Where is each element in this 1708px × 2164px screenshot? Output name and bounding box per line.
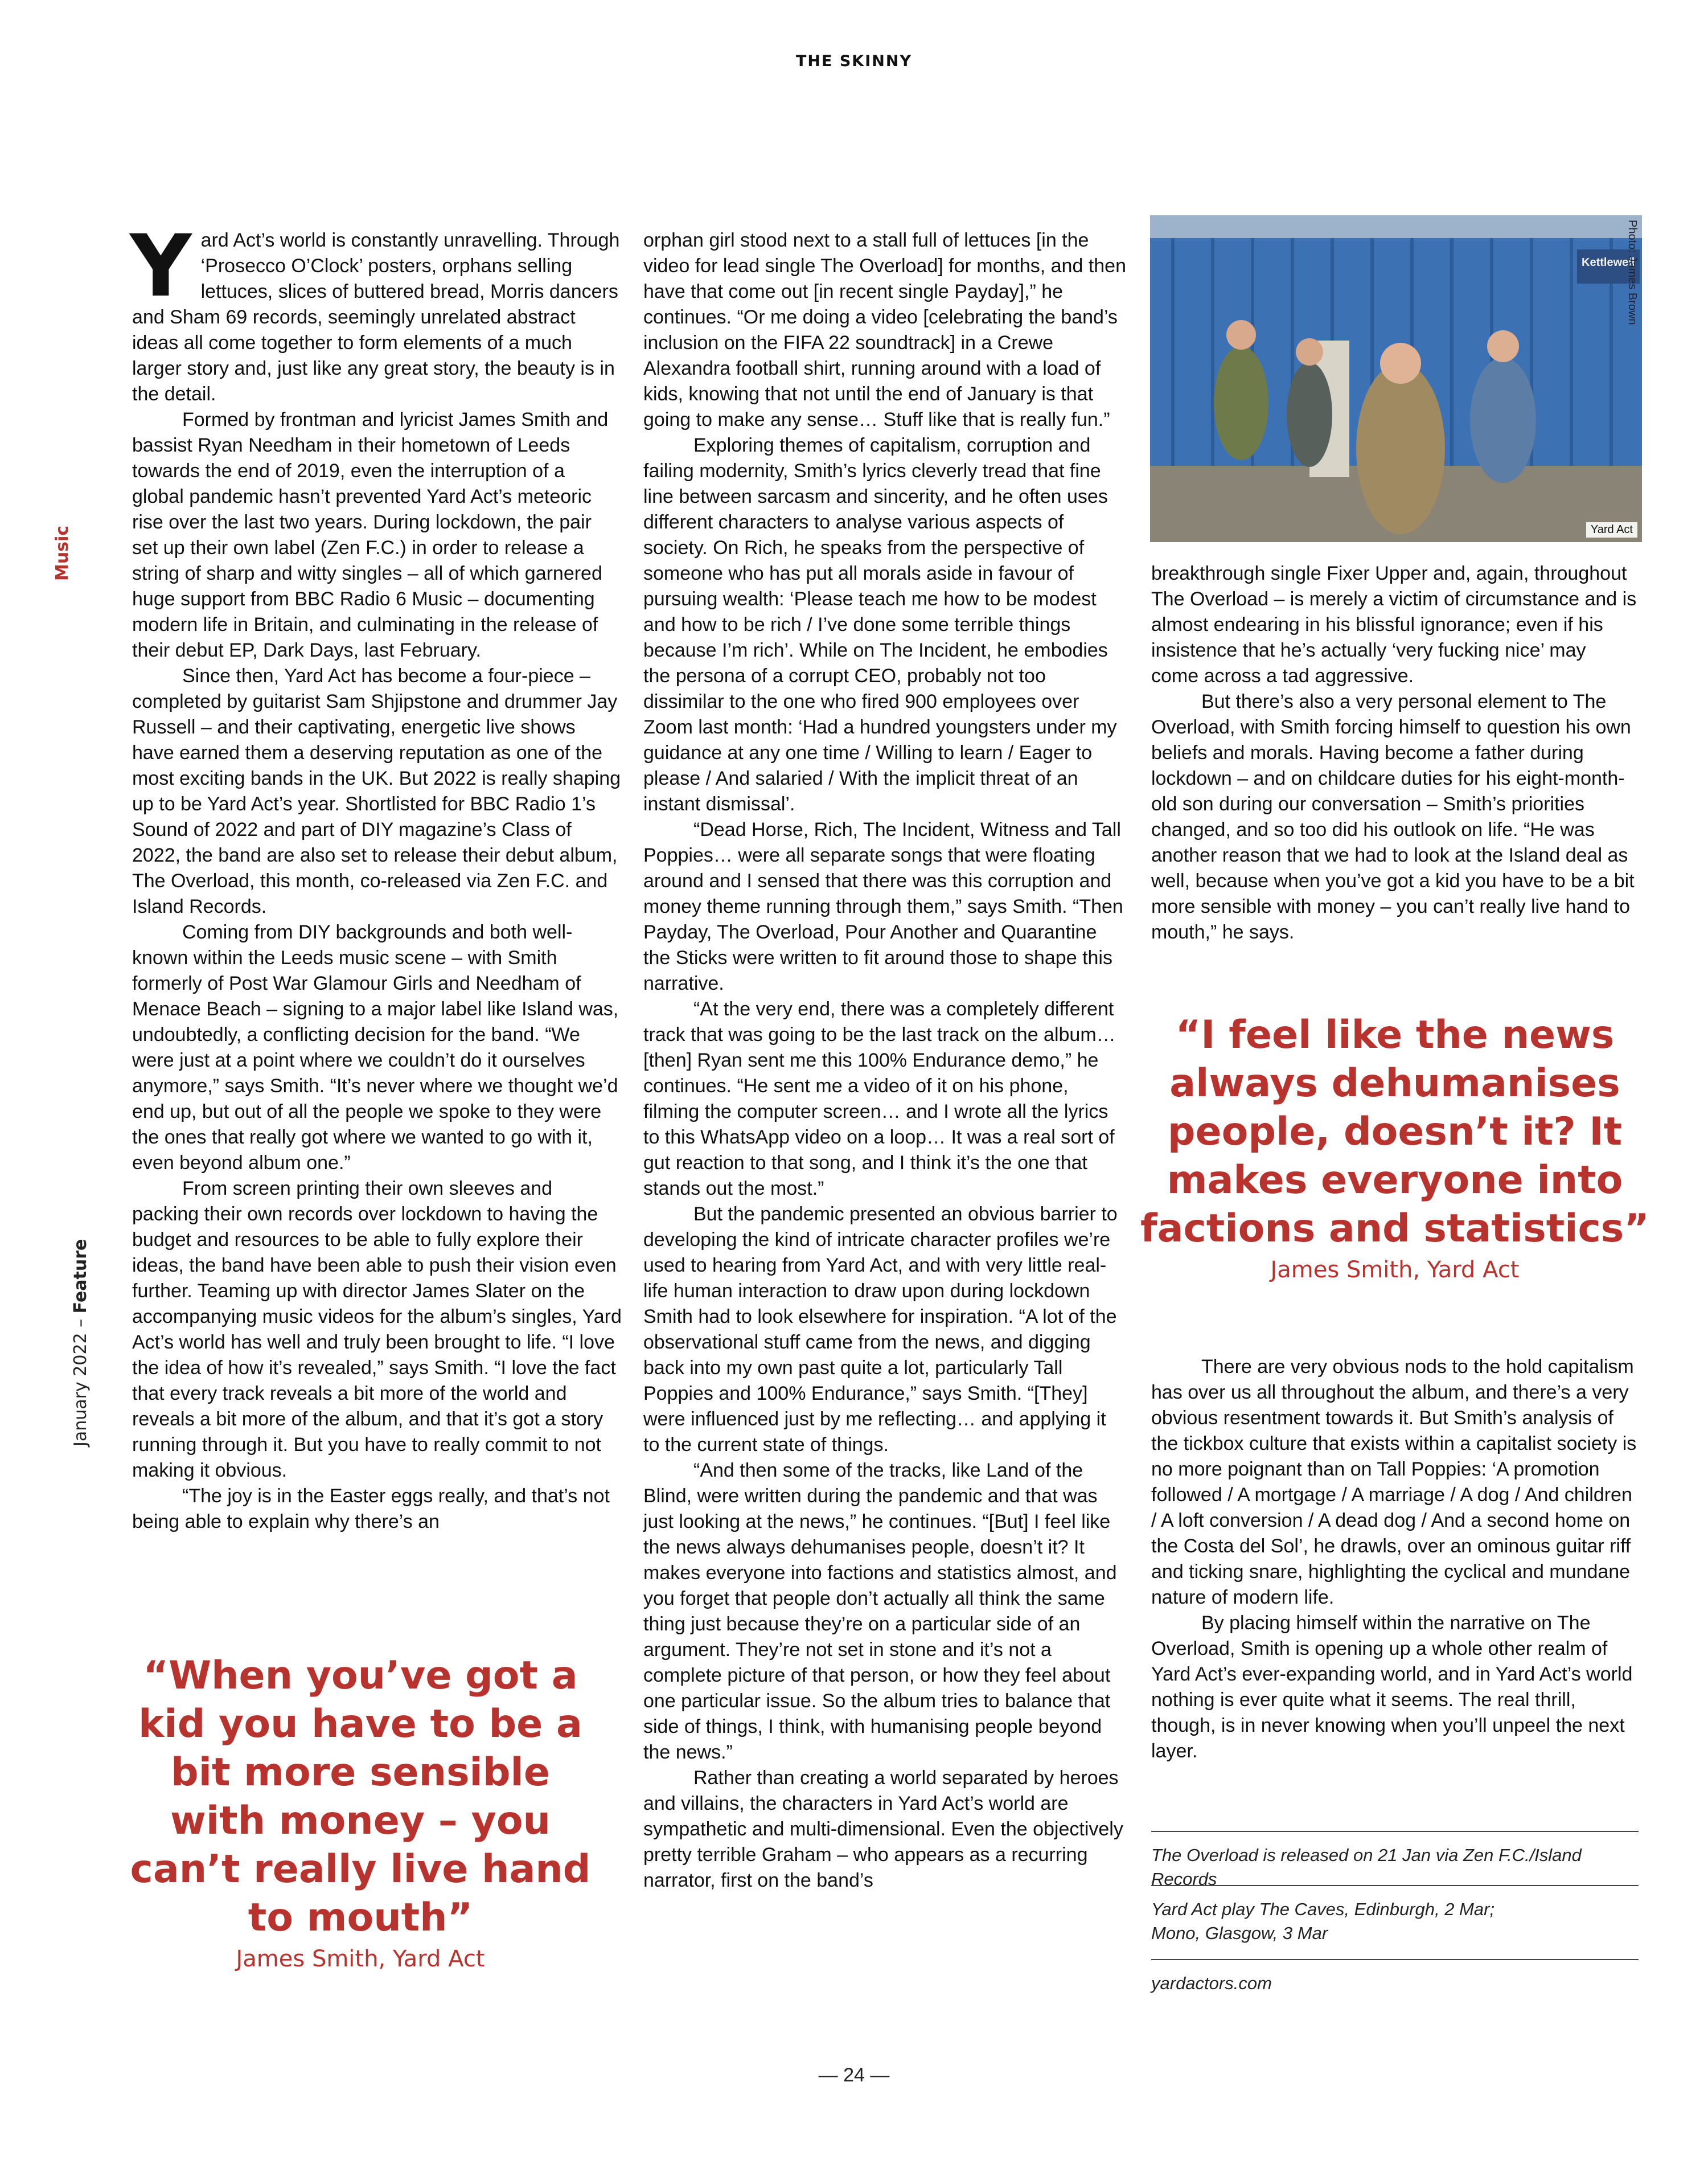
article-paragraph: From screen printing their own sleeves and packing their own records over lockdown to having the budget and resources to be able to fully explore their ideas, the band have been able to push their vision even further. Teaming up with director James Slater on the accompanying music videos for the album’s singles, Yard Act’s world has well and truly been brought to life. “I love the idea of how it’s revealed,” says Smith. “I love the fact that every track reveals a bit more of the world and reveals a bit more of the album, and that it’s got a story running through it. But you have to really commit to not making it obvious. — [132, 1178, 622, 1481]
article-paragraph: There are very obvious nods to the hold capitalism has over us all throughout the album, and there’s a very obvious resentment towards it. But Smith’s analysis of the tickbox culture that exists within a capitalist society is no more poignant than on Tall Poppies: ‘A promotion followed / A mortgage / A marriage / A dog / And children / A loft conversion / A dead dog / And a second home on the Costa del Sol’, he drawls, over an ominous guitar riff and ticking snare, highlighting the cyclical and mundane nature of modern life. — [1151, 1356, 1637, 1608]
issue-date-label — [71, 1048, 93, 1446]
gig-line: Yard Act play The Caves, Edinburgh, 2 Mar; — [1151, 1899, 1495, 1919]
article-paragraph: Rather than creating a world separated by heroes and villains, the characters in Yard Act’s world are sympathetic and multi-dimensional. Even the objectively pretty terrible Graham – who appears as a recurring narrator, first on the band’s — [643, 1767, 1123, 1891]
issue-date: January 2022 – — [71, 1313, 91, 1446]
article-column-3 — [1151, 561, 1639, 945]
pull-quote-attribution: James Smith, Yard Act — [1270, 1257, 1520, 1283]
masthead: THE SKINNY — [795, 52, 913, 70]
release-info: The Overload is released on 21 Jan via Zen F.C./Island Records — [1151, 1831, 1639, 1891]
gig-line: Mono, Glasgow, 3 Mar — [1151, 1923, 1328, 1943]
sign-text: Kettlewell — [1582, 256, 1635, 269]
article-paragraph: “And then some of the tracks, like Land of the Blind, were written during the pandemic and that was just looking at the news,” he continues. “[But] I feel like the news always dehumanises people, doesn’t it? It makes everyone into factions and statistics almost, and you forget that people don’t actually all think the same thing just because they’re on a particular side of an argument. They’re not set in stone and it’s not a complete picture of that person, or how they feel about one particular issue. So the album tries to balance that side of things, I think, with humanising people beyond the news.” — [643, 1460, 1117, 1763]
pull-quote-text: “When you’ve got a kid you have to be a bit more sensible with money – you can’t really live hand to mouth” — [130, 1653, 591, 1940]
article-paragraph: Coming from DIY backgrounds and both well-known within the Leeds music scene – with Smith formerly of Post War Glamour Girls and Needham of Menace Beach – signing to a major label like Island was, undoubtedly, a conflicting decision for the band. “We were just at a point where we couldn’t do it ourselves anymore,” says Smith. “It’s never where we thought we’d end up, but out of all the people we spoke to they were the ones that really got where we wanted to go with it, even beyond album one.” — [132, 921, 619, 1174]
article-paragraph: “At the very end, there was a completely different track that was going to be the last track on the album…[then] Ryan sent me this 100% Endurance demo,” he continues. “He sent me a video of it on his phone, filming the computer screen… and I wrote all the lyrics to this WhatsApp video on a loop… It was a real sort of gut reaction to that song, and I think it’s the one that stands out the most.” — [643, 998, 1116, 1199]
page-number: — 24 — — [818, 2064, 890, 2086]
article-paragraph: breakthrough single Fixer Upper and, again, throughout The Overload – is merely a victim of circumstance and is almost endearing in his blissful ignorance; even if his insistence that he’s actually ‘very fucking nice’ may come across a tad aggressive. — [1151, 563, 1637, 687]
article-paragraph: By placing himself within the narrative on The Overload, Smith is opening up a whole other realm of Yard Act’s ever-expanding world, and in Yard Act’s world nothing is ever quite what it seems. The real thrill, though, is in never knowing when you’ll unpeel the next layer. — [1151, 1612, 1633, 1762]
article-paragraph: But there’s also a very personal element to The Overload, with Smith forcing himself to question his own beliefs and morals. Having become a father during lockdown – and on childcare duties for his eight-month-old son during our conversation – Smith’s priorities changed, and so too did his outlook on life. “He was another reason that we had to look at the Island deal as well, because when you’ve got a kid you have to be a bit more sensible with money – you can’t really live hand to mouth,” he says. — [1151, 691, 1635, 943]
article-paragraph: Formed by frontman and lyricist James Smith and bassist Ryan Needham in their hometown of Leeds towards the end of 2019, even the interruption of a global pandemic hasn’t prevented Yard Act’s meteoric rise over the last two years. During lockdown, the pair set up their own label (Zen F.C.) in order to release a string of sharp and witty singles – all of which garnered huge support from BBC Radio 6 Music – documenting modern life in Britain, and culminating in the release of their debut EP, Dark Days, last February. — [132, 409, 609, 661]
band-photo-illustration — [1150, 215, 1642, 542]
article-column-3-lower — [1151, 1354, 1639, 1764]
drop-cap: Y — [130, 217, 192, 316]
band-photo — [1150, 215, 1642, 542]
pull-quote-money — [121, 1651, 600, 1976]
pull-quote-text: “I feel like the news always dehumanises people, doesn’t it? It makes everyone into factions and statistics” — [1140, 1013, 1649, 1251]
section-label: Music — [52, 525, 72, 581]
photo-caption: Yard Act — [1586, 522, 1637, 538]
article-paragraph: Yard Act’s world is constantly unravelling. Through ‘Prosecco O’Clock’ posters, orphans selling lettuces, slices of buttered bread, Morris dancers and Sham 69 records, seemingly unrelated abstract ideas all come together to form elements of a much larger story and, just like any great story, the beauty is in the detail. — [130, 217, 620, 405]
article-paragraph: “The joy is in the Easter eggs really, and that’s not being able to explain why there’s an — [132, 1485, 610, 1532]
article-column-1 — [130, 217, 622, 1535]
issue-category: Feature — [71, 1239, 91, 1314]
website-link[interactable]: yardactors.com — [1151, 1959, 1639, 1995]
article-paragraph: “Dead Horse, Rich, The Incident, Witness and Tall Poppies… were all separate songs that were floating around and I sensed that there was this corruption and money theme running through them,” says Smith. “Then Payday, The Overload, Pour Another and Quarantine the Sticks were written to fit around those to shape this narrative. — [643, 819, 1123, 994]
article-paragraph: But the pandemic presented an obvious barrier to developing the kind of intricate character profiles we’re used to hearing from Yard Act, and with very little real-life human interaction to draw upon during lockdown Smith had to look elsewhere for inspiration. “A lot of the observational stuff came from the news, and digging back into my own past quite a lot, particularly Tall Poppies and 100% Endurance,” says Smith. “[They] were influenced just by me reflecting… and applying it to the current state of things. — [643, 1203, 1118, 1456]
gig-info — [1151, 1885, 1639, 1945]
article-paragraph: Exploring themes of capitalism, corruption and failing modernity, Smith’s lyrics cleverly tread that fine line between sarcasm and sincerity, and he often uses different characters to analyse various aspects of society. On Rich, he speaks from the perspective of someone who has put all morals aside in favour of pursuing wealth: ‘Please teach me how to be modest and how to be rich / I’ve done some terrible things because I’m rich’. While on The Incident, he embodies the persona of a corrupt CEO, probably not too dissimilar to the one who fired 900 employees over Zoom last month: ‘Had a hundred youngsters under my guidance at any one time / Willing to learn / Eager to please / And salaried / With the implicit threat of an instant dismissal’. — [643, 435, 1117, 815]
article-paragraph: orphan girl stood next to a stall full of lettuces [in the video for lead single The Overload] for months, and then have that come out [in recent single Payday],” he continues. “Or me doing a video [celebrating the band’s inclusion on the FIFA 22 soundtrack] in a Crewe Alexandra football shirt, running around with a load of kids, knowing that not until the end of January is that going to make any sense… Stuff like that is really fun.” — [643, 229, 1126, 431]
pull-quote-news — [1139, 1011, 1651, 1287]
photo-credit: Photo: James Brown — [1626, 220, 1639, 325]
article-paragraph: Since then, Yard Act has become a four-piece – completed by guitarist Sam Shjipstone and drummer Jay Russell – and their captivating, energetic live shows have earned them a deserving reputation as one of the most exciting bands in the UK. But 2022 is really shaping up to be Yard Act’s year. Shortlisted for BBC Radio 1’s Sound of 2022 and part of DIY magazine’s Class of 2022, the band are also set to release their debut album, The Overload, this month, co-released via Zen F.C. and Island Records. — [132, 665, 621, 917]
pull-quote-attribution: James Smith, Yard Act — [236, 1946, 485, 1972]
article-column-2 — [643, 228, 1127, 1894]
